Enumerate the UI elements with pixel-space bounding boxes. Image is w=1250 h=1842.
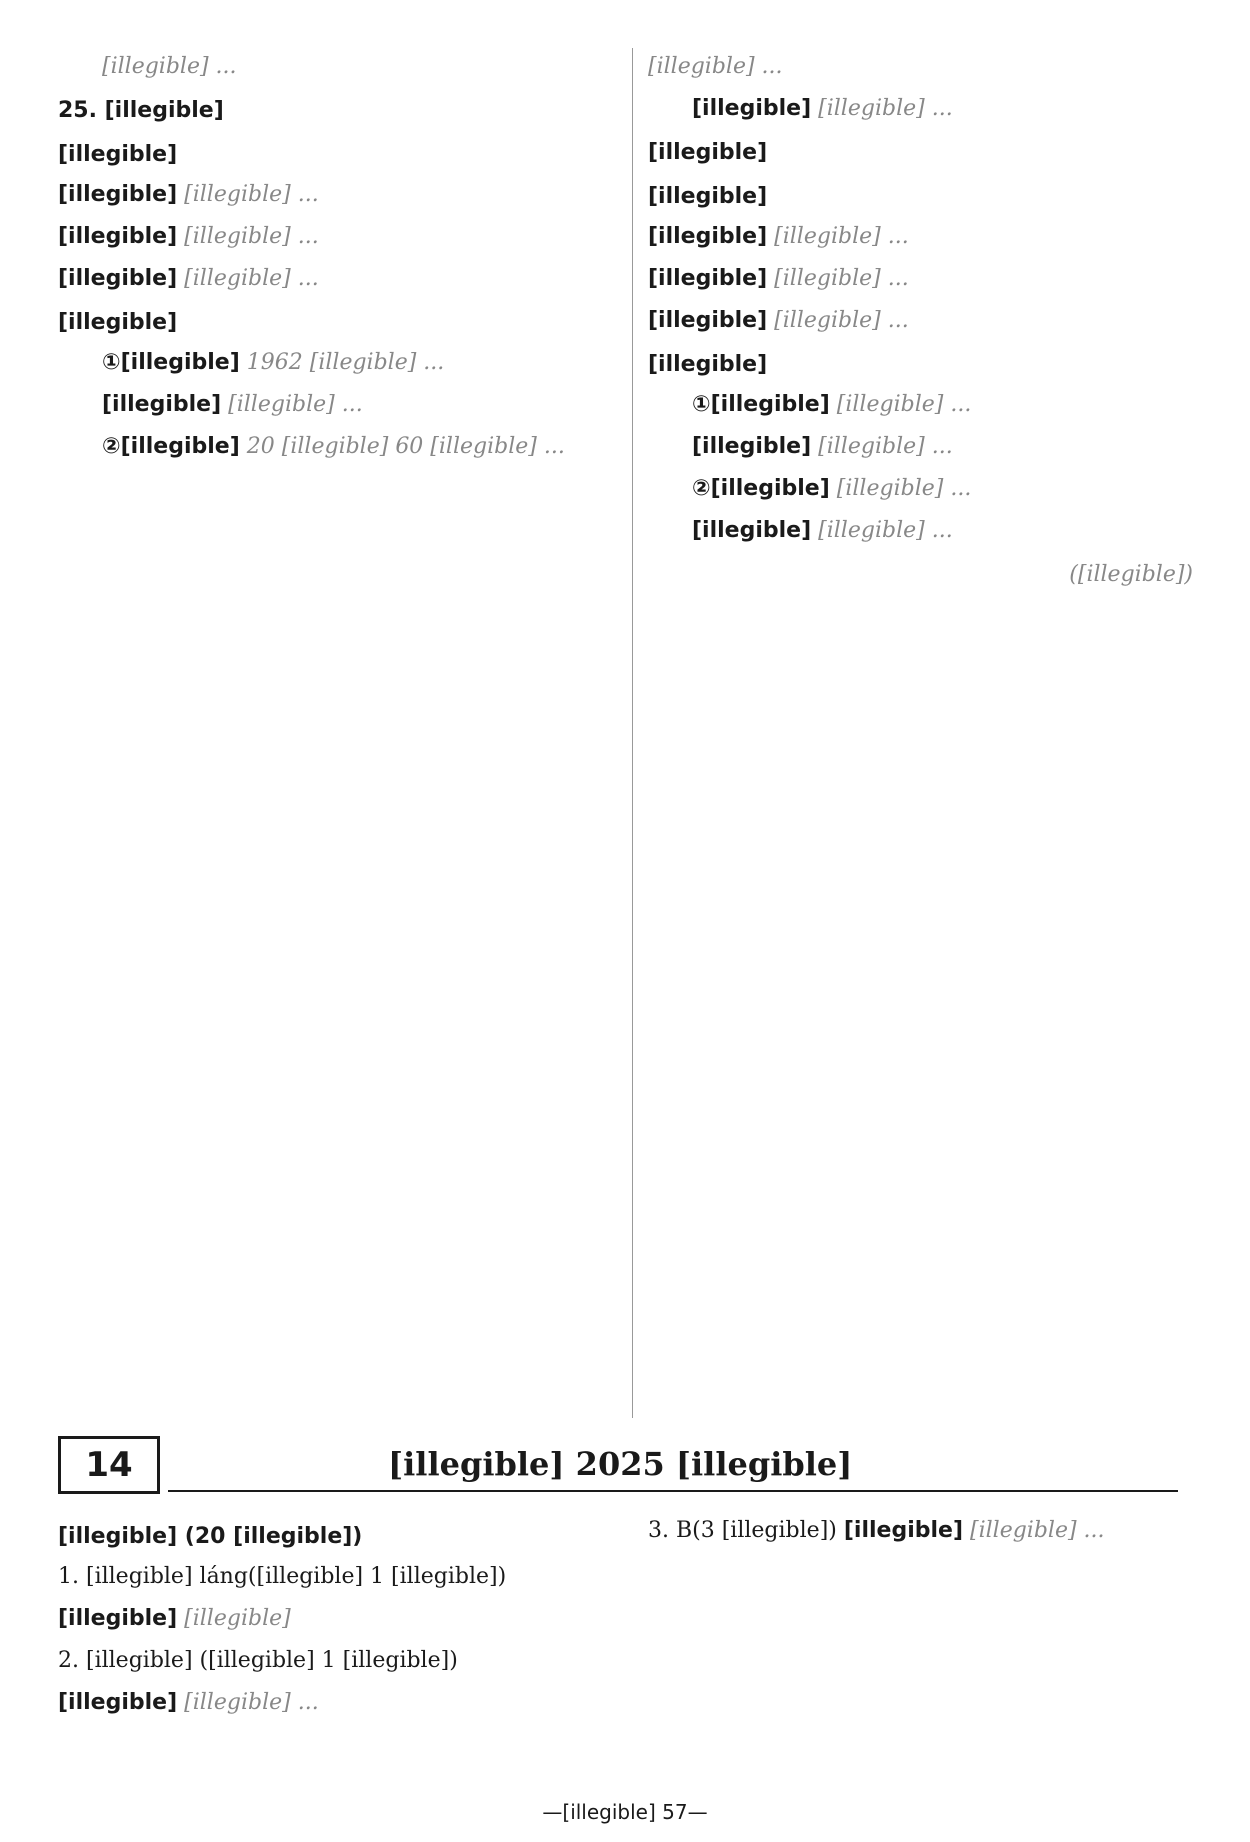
column-divider <box>632 48 633 1418</box>
page-footer: —[illegible] 57— <box>542 1800 708 1824</box>
banner-rule <box>168 1490 1178 1492</box>
conclusion1-text-2: [illegible] ... <box>818 434 953 459</box>
example2-text: 20 [illegible] 60 [illegible] ... <box>246 434 565 459</box>
continuation-text: [illegible] ... <box>648 54 783 79</box>
reading-text-2: [illegible] ... <box>774 224 909 249</box>
q1-point-text: [illegible] <box>184 1606 291 1631</box>
q1-line: 1. [illegible] láng([illegible] 1 [illegible]) <box>58 1564 507 1589</box>
q2-analysis-label: [illegible] <box>58 1690 178 1715</box>
material-heading-2: [illegible] <box>648 352 768 377</box>
exam-number-box: 14 <box>58 1436 160 1494</box>
q2-line: 2. [illegible] ([illegible] 1 [illegible]) <box>58 1648 458 1673</box>
section-heading: [illegible] (20 [illegible]) <box>58 1524 363 1549</box>
writing-label-2: [illegible] <box>648 308 768 333</box>
idea-text: [illegible] ... <box>184 224 319 249</box>
idea-text-2: [illegible] ... <box>774 266 909 291</box>
analyst-credit: ([illegible]) <box>1069 562 1193 587</box>
task25-heading: 25. [illegible] <box>58 98 224 123</box>
conclusion2-label: [illegible] <box>692 96 812 121</box>
example1-label: ①[illegible] <box>102 350 240 375</box>
exam-banner <box>58 1432 1193 1496</box>
conclusion1-label-2: [illegible] <box>692 434 812 459</box>
writing-text: [illegible] ... <box>184 266 319 291</box>
lower-right-column <box>648 1512 1193 1554</box>
conclusion2b-text: [illegible] ... <box>818 518 953 543</box>
writing-label: [illegible] <box>58 266 178 291</box>
left-column <box>58 48 618 470</box>
exam-title: [illegible] 2025 [illegible] <box>388 1445 853 1483</box>
conclusion2b-label: [illegible] <box>692 518 812 543</box>
reading-label-2: [illegible] <box>648 224 768 249</box>
q1-point-label: [illegible] <box>58 1606 178 1631</box>
q3-analysis-label: [illegible] <box>843 1518 964 1543</box>
review-guide-label: [illegible] <box>58 142 178 167</box>
q2-analysis-text: [illegible] ... <box>184 1690 319 1715</box>
review-guide-label-2: [illegible] <box>648 184 768 209</box>
writing-text-2: [illegible] ... <box>774 308 909 333</box>
task2-heading: [illegible] <box>648 140 768 165</box>
example2-label-2: ②[illegible] <box>692 476 830 501</box>
reading-text: [illegible] ... <box>184 182 319 207</box>
example1-label-2: ①[illegible] <box>692 392 830 417</box>
example1-text-2: [illegible] ... <box>836 392 972 417</box>
right-column <box>648 48 1193 594</box>
reading-label: [illegible] <box>58 182 178 207</box>
conclusion1-label: [illegible] <box>102 392 222 417</box>
q3-analysis-text: [illegible] ... <box>970 1518 1105 1543</box>
idea-label-2: [illegible] <box>648 266 768 291</box>
intro-text: [illegible] ... <box>102 54 237 79</box>
example1-text: 1962 [illegible] ... <box>246 350 445 375</box>
lower-left-column <box>58 1512 618 1726</box>
material-heading: [illegible] <box>58 310 178 335</box>
example2-label: ②[illegible] <box>102 434 240 459</box>
example2-text-2: [illegible] ... <box>836 476 972 501</box>
conclusion2-text: [illegible] ... <box>818 96 953 121</box>
idea-label: [illegible] <box>58 224 178 249</box>
q3-line: 3. B(3 [illegible]) <box>648 1518 837 1543</box>
conclusion1-text: [illegible] ... <box>228 392 363 417</box>
